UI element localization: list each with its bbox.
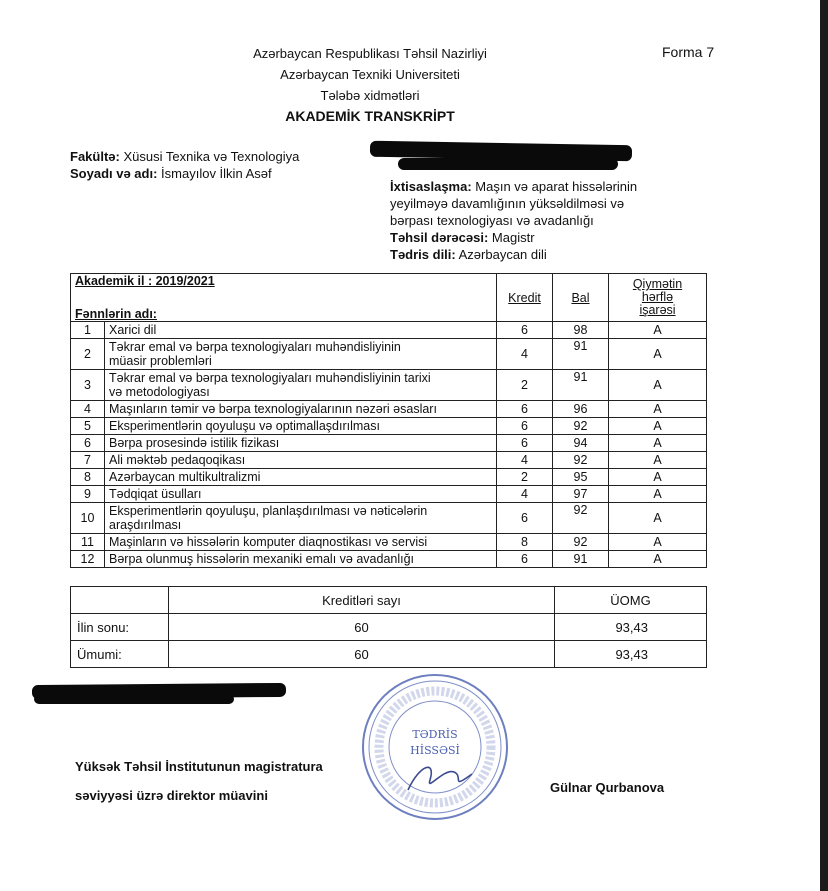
year-subject-header: [71, 274, 497, 322]
grade-cell: A: [609, 435, 707, 452]
credit-header: Kredit: [497, 274, 553, 322]
row-number: 9: [71, 486, 105, 503]
score-cell: 95: [553, 469, 609, 486]
table-row: [71, 370, 707, 401]
grade-cell: A: [609, 503, 707, 534]
subject-name: [105, 469, 497, 486]
subject-name-line: araşdırılması: [109, 518, 182, 532]
subject-name-line: Maşinların və hissələrin komputer diaqnostikası və servisi: [109, 535, 428, 549]
credit-cell: 4: [497, 452, 553, 469]
grade-cell: A: [609, 370, 707, 401]
grade-header-line: işarəsi: [639, 303, 676, 317]
grade-cell: A: [609, 486, 707, 503]
score-cell: 96: [553, 401, 609, 418]
subject-name: [105, 486, 497, 503]
score-cell: 92: [553, 503, 609, 534]
grade-cell: A: [609, 452, 707, 469]
stamp-text: HİSSƏSİ: [410, 744, 460, 757]
office-name: Tələbə xidmətləri: [320, 88, 420, 103]
signatory-position: [75, 752, 323, 810]
subject-name: [105, 435, 497, 452]
table-row: [71, 469, 707, 486]
subject-name: [105, 551, 497, 568]
image-edge: [820, 0, 828, 891]
row-number: 3: [71, 370, 105, 401]
row-number: 8: [71, 469, 105, 486]
table-row: [71, 322, 707, 339]
table-row: [71, 418, 707, 435]
academic-year: Akademik il : 2019/2021: [75, 274, 215, 288]
specialization-value-2: yeyilməyə davamlığının yüksəldilməsi və: [390, 196, 625, 211]
score-cell: 98: [553, 322, 609, 339]
subject-name-line: müasir problemləri: [109, 354, 212, 368]
credit-cell: 6: [497, 435, 553, 452]
total-credits: 60: [169, 641, 555, 668]
table-header-row: [71, 274, 707, 322]
form-number: Forma 7: [662, 44, 715, 60]
grade-cell: A: [609, 534, 707, 551]
degree-label: Təhsil dərəcəsi:: [390, 230, 489, 245]
grade-cell: A: [609, 469, 707, 486]
year-end-gpa: 93,43: [555, 614, 707, 641]
grade-header-line: Qiymətin: [632, 277, 683, 291]
row-number: 5: [71, 418, 105, 435]
gpa-header: ÜOMG: [555, 587, 707, 614]
subject-name-line: və metodologiyası: [109, 385, 210, 399]
row-number: 7: [71, 452, 105, 469]
subject-name-line: Bərpa prosesində istilik fizikası: [109, 436, 280, 450]
specialization-label: İxtisaslaşma:: [390, 179, 472, 194]
credit-cell: 4: [497, 486, 553, 503]
score-cell: 91: [553, 339, 609, 370]
subject-name: [105, 418, 497, 435]
score-cell: 92: [553, 452, 609, 469]
year-end-row: [71, 614, 707, 641]
credit-cell: 4: [497, 339, 553, 370]
credit-cell: 6: [497, 322, 553, 339]
subject-name-line: Təkrar emal və bərpa texnologiyaları muhəndisliyinin: [109, 340, 401, 354]
subject-name: [105, 322, 497, 339]
score-cell: 94: [553, 435, 609, 452]
credit-cell: 6: [497, 401, 553, 418]
grade-cell: A: [609, 322, 707, 339]
handwritten-signature: [408, 767, 472, 790]
row-number: 12: [71, 551, 105, 568]
table-row: [71, 339, 707, 370]
language-value: Azərbaycan dili: [458, 247, 547, 262]
subject-name: [105, 401, 497, 418]
summary-header-row: [71, 587, 707, 614]
name-label: Soyadı və adı:: [70, 166, 158, 181]
credit-cell: 6: [497, 551, 553, 568]
name-line: [70, 165, 272, 182]
faculty-value: Xüsusi Texnika və Texnologiya: [123, 149, 300, 164]
score-cell: 97: [553, 486, 609, 503]
credit-cell: 8: [497, 534, 553, 551]
signatory-name: Gülnar Qurbanova: [550, 780, 665, 795]
subject-name-line: Təkrar emal və bərpa texnologiyaları muhəndisliyinin tarixi: [109, 371, 431, 385]
redaction-bar: [34, 694, 234, 704]
table-row: [71, 452, 707, 469]
position-line-2: səviyyəsi üzrə direktor müavini: [75, 788, 268, 803]
subjects-header: Fənnlərin adı:: [75, 307, 157, 321]
subject-name: [105, 370, 497, 401]
university-name: Azərbaycan Texniki Universiteti: [280, 67, 460, 82]
total-gpa: 93,43: [555, 641, 707, 668]
table-row: [71, 534, 707, 551]
subject-name: [105, 452, 497, 469]
row-number: 2: [71, 339, 105, 370]
row-number: 10: [71, 503, 105, 534]
subject-name-line: Azərbaycan multikultralizmi: [109, 470, 261, 484]
official-stamp: [360, 672, 510, 822]
score-cell: 92: [553, 418, 609, 435]
subject-name: [105, 339, 497, 370]
document-title: AKADEMİK TRANSKRİPT: [285, 108, 455, 124]
grades-table: [70, 273, 707, 568]
table-row: [71, 503, 707, 534]
subject-name: [105, 503, 497, 534]
subject-name-line: Ali məktəb pedaqoqikası: [109, 453, 246, 467]
credits-count-header: Kreditləri sayı: [169, 587, 555, 614]
credit-cell: 2: [497, 469, 553, 486]
score-header: Bal: [553, 274, 609, 322]
row-number: 6: [71, 435, 105, 452]
score-cell: 91: [553, 551, 609, 568]
subject-name-line: Maşınların təmir və bərpa texnologiyalarının nəzəri əsasları: [109, 402, 437, 416]
row-number: 11: [71, 534, 105, 551]
row-number: 1: [71, 322, 105, 339]
year-end-credits: 60: [169, 614, 555, 641]
total-row: [71, 641, 707, 668]
grade-cell: A: [609, 401, 707, 418]
year-end-label: İlin sonu:: [71, 614, 169, 641]
stamp-text: TƏDRİS: [412, 728, 458, 741]
redaction-bar: [398, 158, 618, 170]
score-cell: 92: [553, 534, 609, 551]
grade-cell: A: [609, 339, 707, 370]
grade-cell: A: [609, 418, 707, 435]
subject-name-line: Tədqiqat üsulları: [109, 487, 202, 501]
table-row: [71, 551, 707, 568]
grade-cell: A: [609, 551, 707, 568]
table-row: [71, 486, 707, 503]
position-line-1: Yüksək Təhsil İnstitutunun magistratura: [75, 759, 323, 774]
specialization-block: [390, 178, 637, 263]
table-row: [71, 435, 707, 452]
subject-name: [105, 534, 497, 551]
score-cell: 91: [553, 370, 609, 401]
subject-name-line: Eksperimentlərin qoyuluşu, planlaşdırılması və nəticələrin: [109, 504, 428, 518]
language-label: Tədris dili:: [390, 247, 456, 262]
grade-header: [609, 274, 707, 322]
total-label: Ümumi:: [71, 641, 169, 668]
credit-cell: 2: [497, 370, 553, 401]
name-value: İsmayılov İlkin Asəf: [161, 166, 272, 181]
table-row: [71, 401, 707, 418]
specialization-value-3: bərpası texnologiyası və avadanlığı: [390, 213, 594, 228]
grade-header-line: hərflə: [641, 290, 674, 304]
subject-name-line: Eksperimentlərin qoyuluşu və optimallaşdırılması: [109, 419, 380, 433]
faculty-line: [70, 148, 299, 165]
summary-table: [70, 586, 707, 668]
credit-cell: 6: [497, 503, 553, 534]
credit-cell: 6: [497, 418, 553, 435]
subject-name-line: Bərpa olunmuş hissələrin mexaniki emalı və avadanlığı: [109, 552, 415, 566]
subject-name-line: Xarici dil: [109, 323, 157, 337]
degree-value: Magistr: [491, 230, 535, 245]
row-number: 4: [71, 401, 105, 418]
specialization-value-1: Maşın və aparat hissələrinin: [475, 179, 638, 194]
ministry-name: Azərbaycan Respublikası Təhsil Nazirliyi: [253, 46, 487, 61]
faculty-label: Fakültə:: [70, 149, 120, 164]
